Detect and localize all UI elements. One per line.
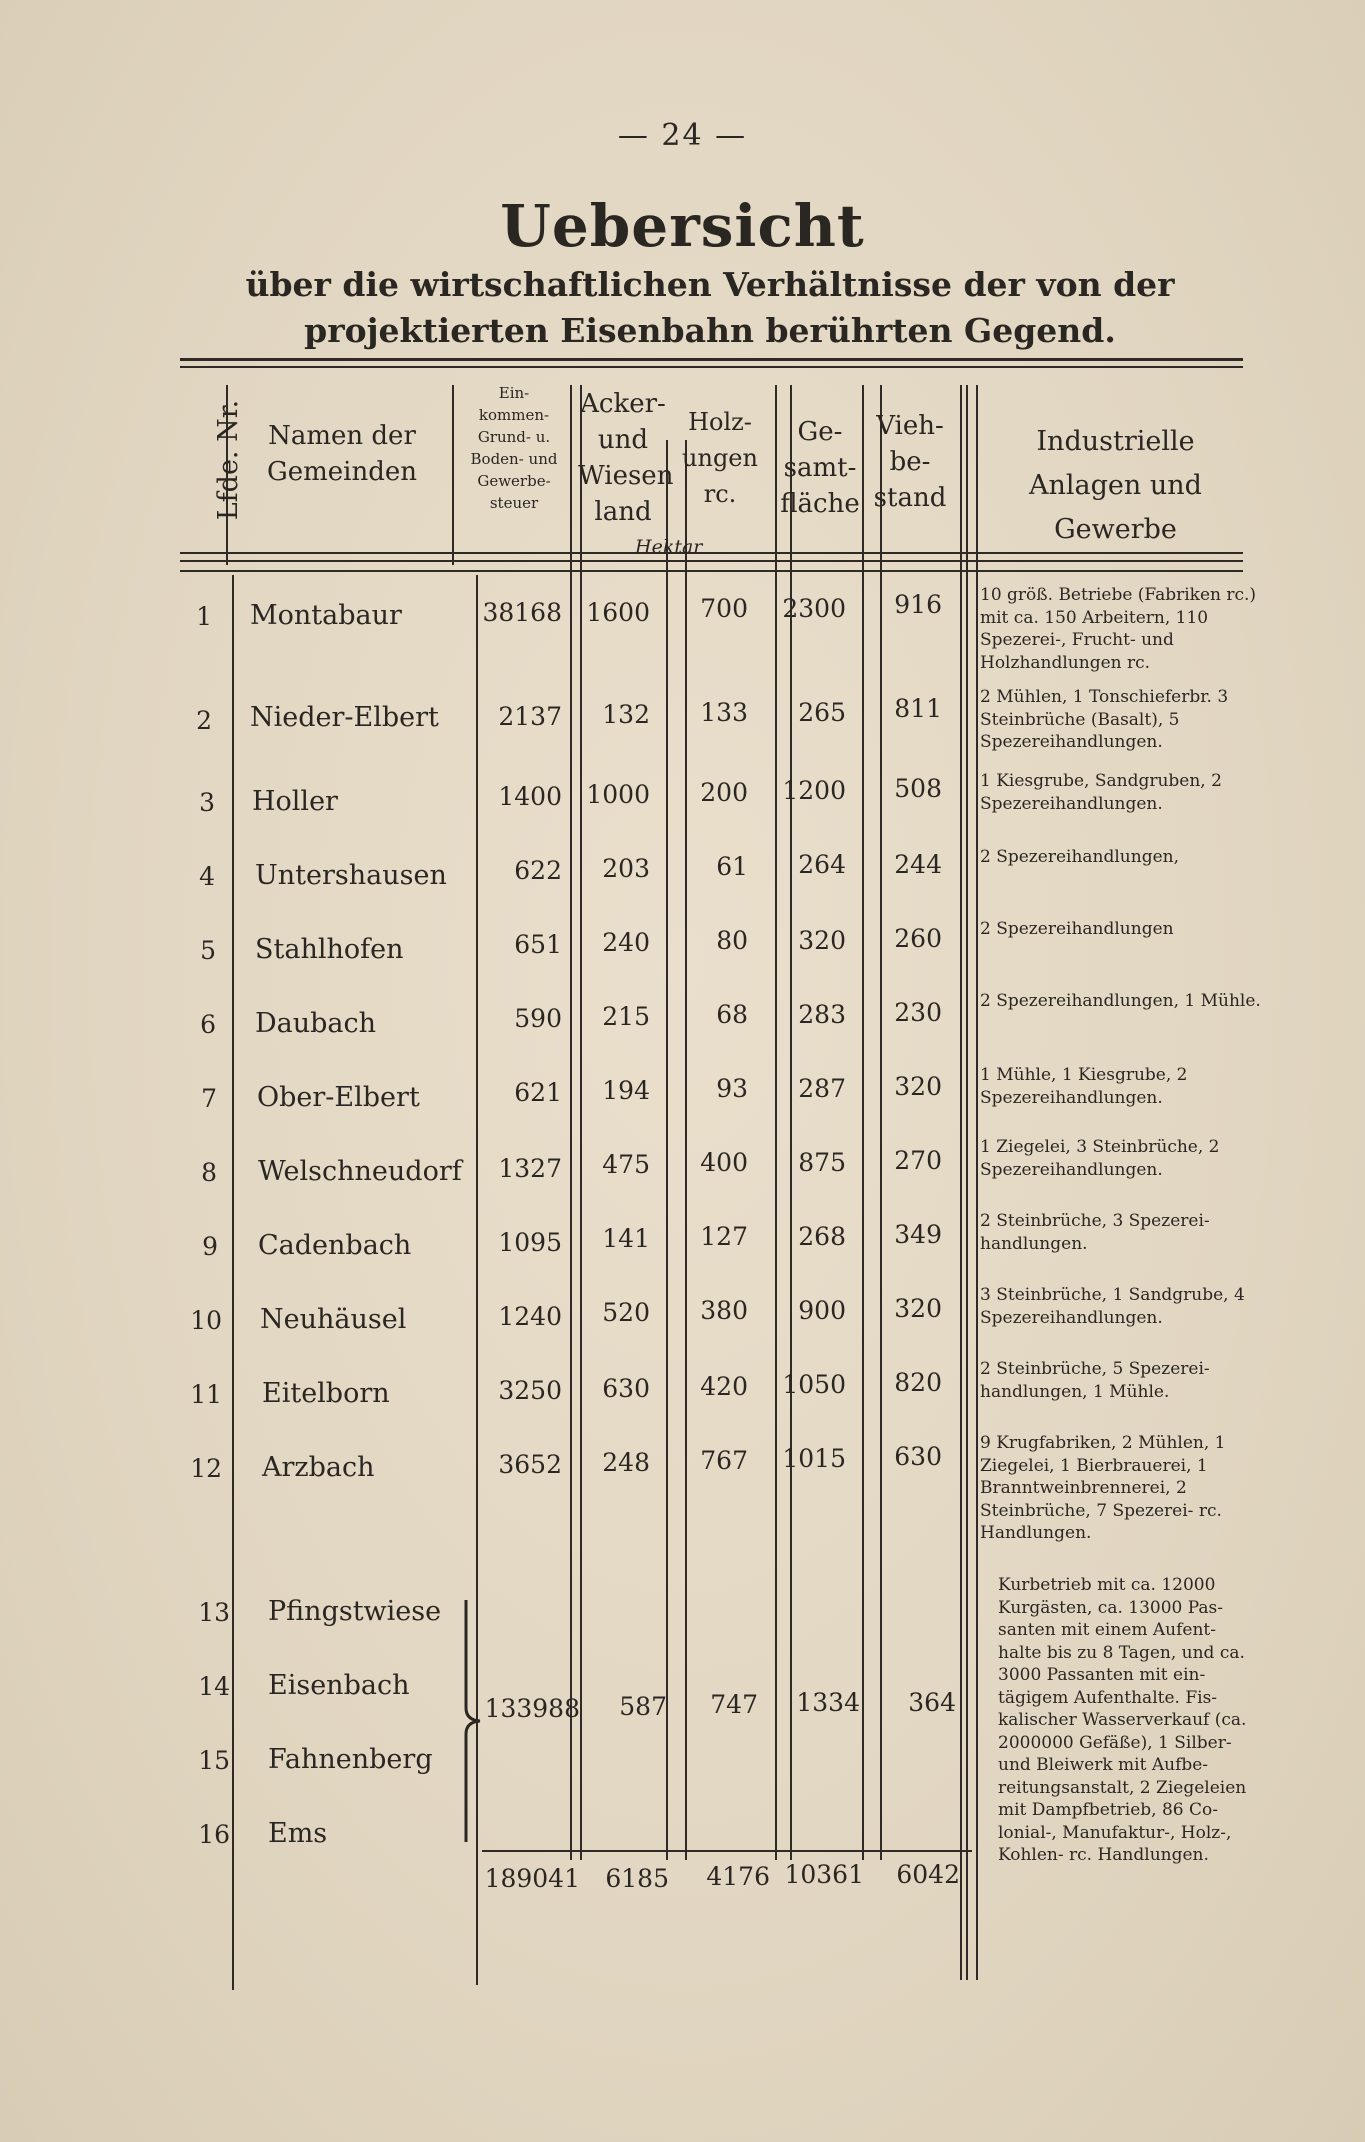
acker-value: 630 <box>602 1374 650 1403</box>
row-number: 11 <box>190 1380 222 1409</box>
tax-value: 133988 <box>484 1694 580 1723</box>
acker-value: 194 <box>602 1076 650 1105</box>
header-holz: Holz- ungen rc. <box>682 408 758 508</box>
vieh-value: 320 <box>894 1294 942 1323</box>
municipality-name: Fahnenberg <box>268 1744 433 1775</box>
vieh-value: 349 <box>894 1220 942 1249</box>
tax-value: 622 <box>514 856 562 885</box>
industry-description: 2 Steinbrüche, 5 Spezerei- handlungen, 1 Mühle. <box>980 1359 1210 1402</box>
gesamt-value: 265 <box>798 698 846 727</box>
vieh-value: 811 <box>894 694 942 723</box>
tax-value: 651 <box>514 930 562 959</box>
industry-description: 2 Mühlen, 1 Tonschieferbr. 3 Steinbrüche (Basalt), 5 Spezereihandlungen. <box>980 687 1229 752</box>
acker-value: 1000 <box>586 780 650 809</box>
municipality-name: Pfingstwiese <box>268 1596 442 1627</box>
gesamt-value: 1200 <box>782 776 846 805</box>
page-title: Uebersicht <box>500 192 865 260</box>
row-number: 2 <box>196 706 212 735</box>
vieh-value: 320 <box>894 1072 942 1101</box>
tax-value: 3250 <box>498 1376 562 1405</box>
municipality-name: Daubach <box>255 1008 377 1039</box>
holz-value: 700 <box>700 594 748 623</box>
industry-description: 1 Ziegelei, 3 Steinbrüche, 2 Spezereihandlungen. <box>980 1137 1220 1180</box>
industry-description: 3 Steinbrüche, 1 Sandgrube, 4 Spezereihandlungen. <box>980 1285 1245 1328</box>
acker-value: 132 <box>602 700 650 729</box>
gesamt-value: 1015 <box>782 1444 846 1473</box>
municipality-name: Welschneudorf <box>258 1156 462 1187</box>
holz-value: 380 <box>700 1296 748 1325</box>
gesamt-value: 900 <box>798 1296 846 1325</box>
vieh-value: 630 <box>894 1442 942 1471</box>
vieh-value: 260 <box>894 924 942 953</box>
municipality-name: Montabaur <box>250 600 402 631</box>
vieh-value: 244 <box>894 850 942 879</box>
gesamt-value: 320 <box>798 926 846 955</box>
row-number: 15 <box>198 1746 230 1775</box>
acker-value: 248 <box>602 1448 650 1477</box>
acker-value: 141 <box>602 1224 650 1253</box>
municipality-name: Ober-Elbert <box>257 1082 420 1113</box>
municipality-name: Cadenbach <box>258 1230 412 1261</box>
header-vieh: Vieh- be- stand <box>873 411 947 513</box>
industry-description: 2 Spezereihandlungen <box>980 919 1174 939</box>
acker-value: 215 <box>602 1002 650 1031</box>
industry-description: 1 Kiesgrube, Sandgruben, 2 Spezereihandlungen. <box>980 771 1222 814</box>
row-number: 14 <box>198 1672 230 1701</box>
row-number: 6 <box>200 1010 216 1039</box>
municipality-name: Eitelborn <box>262 1378 390 1409</box>
row-number: 8 <box>201 1158 217 1187</box>
column-divider <box>966 385 968 1980</box>
row-number: 3 <box>199 788 215 817</box>
acker-value: 587 <box>619 1692 667 1721</box>
total-acker: 6185 <box>605 1864 669 1893</box>
holz-value: 68 <box>716 1000 748 1029</box>
acker-value: 520 <box>602 1298 650 1327</box>
municipality-name: Eisenbach <box>268 1670 410 1701</box>
holz-value: 200 <box>700 778 748 807</box>
holz-value: 767 <box>700 1446 748 1475</box>
row-number: 13 <box>198 1598 230 1627</box>
municipality-name: Untershausen <box>255 860 447 891</box>
municipality-name: Holler <box>252 786 338 817</box>
row-number: 9 <box>202 1232 218 1261</box>
header-gesamt: Ge- samt- fläche <box>780 417 860 519</box>
holz-value: 400 <box>700 1148 748 1177</box>
vieh-value: 916 <box>894 590 942 619</box>
holz-value: 93 <box>716 1074 748 1103</box>
header-hektar: Hektar <box>635 536 703 558</box>
header-industrie: Industrielle Anlagen und Gewerbe <box>1029 426 1202 545</box>
column-divider <box>666 440 668 1860</box>
row-number: 7 <box>201 1084 217 1113</box>
total-gesamt: 10361 <box>784 1860 864 1889</box>
header-acker: Acker- und Wiesen land <box>578 389 674 527</box>
gesamt-value: 264 <box>798 850 846 879</box>
gesamt-value: 287 <box>798 1074 846 1103</box>
industry-description: 2 Spezereihandlungen, 1 Mühle. <box>980 991 1261 1011</box>
tax-value: 1327 <box>498 1154 562 1183</box>
tax-value: 590 <box>514 1004 562 1033</box>
acker-value: 475 <box>602 1150 650 1179</box>
holz-value: 133 <box>700 698 748 727</box>
holz-value: 420 <box>700 1372 748 1401</box>
municipality-name: Stahlhofen <box>255 934 404 965</box>
page-subtitle: über die wirtschaftlichen Verhältnisse der von der projektierten Eisenbahn berührten Gegend. <box>245 265 1175 350</box>
row-number: 10 <box>190 1306 222 1335</box>
holz-value: 61 <box>716 852 748 881</box>
total-tax: 189041 <box>484 1864 580 1893</box>
header-bottom-rule-2 <box>180 560 1243 562</box>
tax-value: 621 <box>514 1078 562 1107</box>
header-namen: Namen der Gemeinden <box>266 421 418 487</box>
column-divider <box>960 385 962 1980</box>
gesamt-value: 1050 <box>782 1370 846 1399</box>
holz-value: 127 <box>700 1222 748 1251</box>
column-divider <box>232 575 234 1990</box>
holz-value: 80 <box>716 926 748 955</box>
industry-description: 2 Spezereihandlungen, <box>980 847 1179 867</box>
industry-description: Kurbetrieb mit ca. 12000 Kurgästen, ca. 13000 Pas- santen mit einem Aufent- halte bis zu 8 Tagen, und ca. 3000 Passanten mit ein- tägigem Aufenthalte. Fis- kalischer Wasserverkauf (ca. 2000000 Gefäße), 1 Silber- und Bleiwerk mit Aufbe- reitungsanstalt, 2 Ziegeleien mit Dampfbetrieb, 86 Co- lonial-, Manufaktur-, Holz-, Kohlen- rc. Handlungen. <box>998 1575 1247 1865</box>
municipality-name: Neuhäusel <box>260 1304 407 1335</box>
column-divider <box>452 385 454 565</box>
municipality-name: Nieder-Elbert <box>250 702 439 733</box>
header-bottom-rule <box>180 552 1243 554</box>
industry-description: 1 Mühle, 1 Kiesgrube, 2 Spezereihandlungen. <box>980 1065 1188 1108</box>
vieh-value: 508 <box>894 774 942 803</box>
row-number: 4 <box>199 862 215 891</box>
gesamt-value: 875 <box>798 1148 846 1177</box>
tax-value: 1095 <box>498 1228 562 1257</box>
tax-value: 3652 <box>498 1450 562 1479</box>
gesamt-value: 2300 <box>782 594 846 623</box>
industry-description: 2 Steinbrüche, 3 Spezerei- handlungen. <box>980 1211 1210 1254</box>
gesamt-value: 283 <box>798 1000 846 1029</box>
tax-value: 38168 <box>482 598 562 627</box>
header-bottom-rule-3 <box>180 570 1243 572</box>
table-top-rule <box>180 358 1243 361</box>
acker-value: 1600 <box>586 598 650 627</box>
municipality-name: Arzbach <box>262 1452 375 1483</box>
column-divider <box>976 385 978 1980</box>
tax-value: 1240 <box>498 1302 562 1331</box>
row-number: 12 <box>190 1454 222 1483</box>
vieh-value: 230 <box>894 998 942 1027</box>
column-divider <box>862 385 864 1860</box>
gesamt-value: 268 <box>798 1222 846 1251</box>
header-einkommen: Ein- kommen- Grund- u. Boden- und Gewerbe- steuer <box>470 384 558 512</box>
vieh-value: 820 <box>894 1368 942 1397</box>
totals-rule <box>482 1850 972 1852</box>
header-lfd-nr: Lfde. Nr. <box>213 399 244 521</box>
vieh-value: 364 <box>908 1688 956 1717</box>
holz-value: 747 <box>710 1690 758 1719</box>
row-number: 1 <box>196 602 212 631</box>
industry-description: 10 größ. Betriebe (Fabriken rc.) mit ca. 150 Arbeitern, 110 Spezerei-, Frucht- und Holzhandlungen rc. <box>980 585 1257 673</box>
acker-value: 203 <box>602 854 650 883</box>
total-vieh: 6042 <box>896 1860 960 1889</box>
vieh-value: 270 <box>894 1146 942 1175</box>
tax-value: 2137 <box>498 702 562 731</box>
acker-value: 240 <box>602 928 650 957</box>
tax-value: 1400 <box>498 782 562 811</box>
row-number: 5 <box>200 936 216 965</box>
industry-description: 9 Krugfabriken, 2 Mühlen, 1 Ziegelei, 1 Bierbrauerei, 1 Branntweinbrennerei, 2 Steinbrüche, 7 Spezerei- rc. Handlungen. <box>980 1433 1226 1543</box>
municipality-name: Ems <box>268 1818 328 1849</box>
page-number: — 24 — <box>617 118 748 153</box>
gesamt-value: 1334 <box>796 1688 860 1717</box>
column-divider <box>570 385 572 1860</box>
table-top-rule-thin <box>180 366 1243 368</box>
row-number: 16 <box>198 1820 230 1849</box>
total-holz: 4176 <box>706 1862 770 1891</box>
